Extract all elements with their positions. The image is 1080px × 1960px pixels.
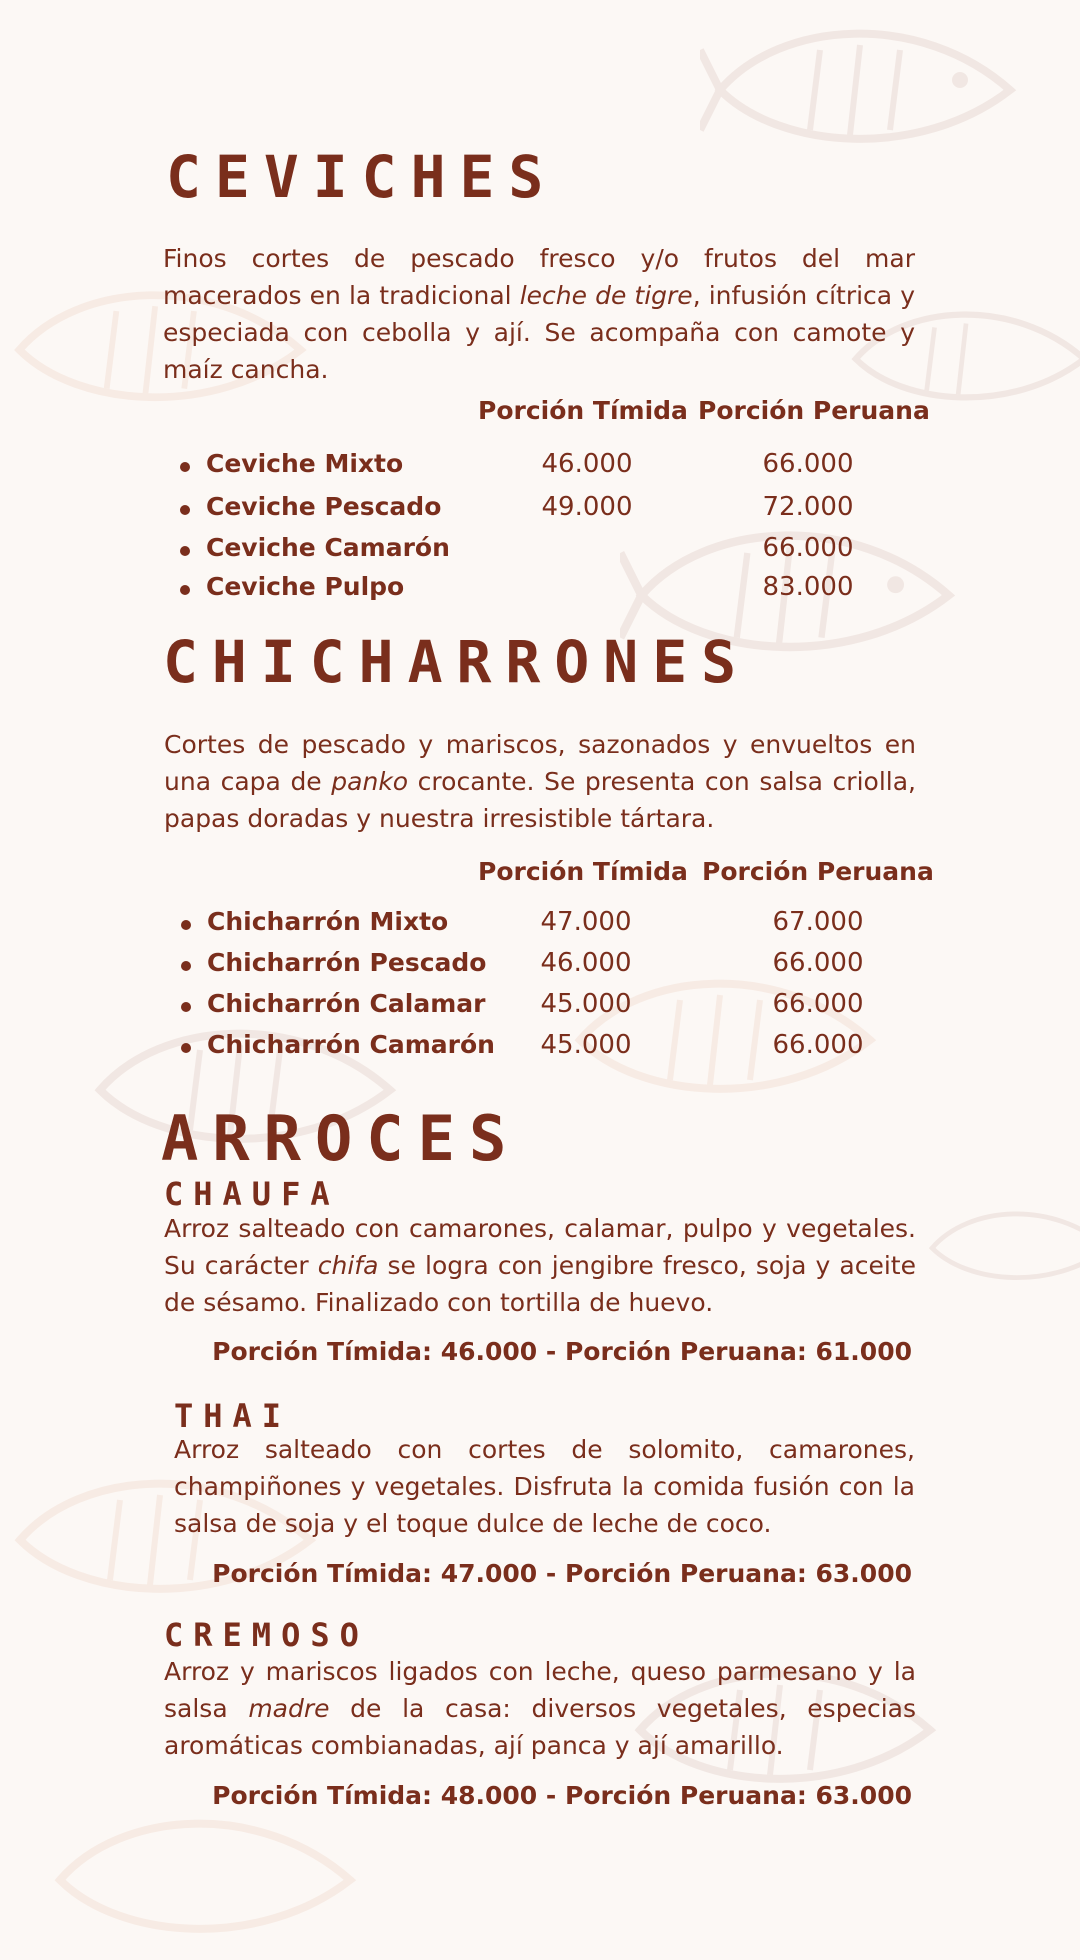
- ceviches-column-timida: Porción Tímida: [478, 396, 688, 425]
- item-name: Chicharrón Camarón: [207, 1030, 495, 1059]
- cremoso-price: Porción Tímida: 48.000 - Porción Peruana: 63.000: [212, 1781, 912, 1810]
- thai-description: Arroz salteado con cortes de solomito, camarones, champiñones y vegetales. Disfruta la comida fusión con la salsa de soja y el toque dulce de leche de coco.: [174, 1435, 915, 1538]
- thai-title: THAI: [174, 1397, 292, 1435]
- item-name: Ceviche Mixto: [206, 449, 404, 478]
- price-timida: 47.000: [540, 907, 632, 937]
- item-name: Chicharrón Calamar: [207, 989, 486, 1018]
- chicharrones-description: Cortes de pescado y mariscos, sazonados y envueltos en una capa de panko crocante. Se presenta con salsa criolla, papas doradas y nuestra irresistible tártara.: [164, 730, 916, 833]
- item-name: Ceviche Pescado: [206, 492, 442, 521]
- chicharrones-column-peruana: Porción Peruana: [702, 857, 934, 886]
- thai-price: Porción Tímida: 47.000 - Porción Peruana: 63.000: [212, 1559, 912, 1588]
- price-peruana: 72.000: [762, 492, 854, 522]
- price-peruana: 83.000: [762, 572, 854, 602]
- item-name: Chicharrón Mixto: [207, 907, 449, 936]
- chicharrones-title: CHICHARRONES: [163, 628, 751, 696]
- price-peruana: 66.000: [772, 989, 864, 1019]
- chaufa-title: CHAUFA: [164, 1175, 340, 1213]
- price-peruana: 66.000: [772, 948, 864, 978]
- chicharrones-column-timida: Porción Tímida: [478, 857, 688, 886]
- chaufa-description: Arroz salteado con camarones, calamar, pulpo y vegetales. Su carácter chifa se logra con jengibre fresco, soja y aceite de sésamo. Finalizado con tortilla de huevo.: [164, 1214, 916, 1317]
- price-timida: 45.000: [540, 989, 632, 1019]
- ceviches-title: CEVICHES: [166, 143, 558, 211]
- cremoso-description: Arroz y mariscos ligados con leche, queso parmesano y la salsa madre de la casa: diversos vegetales, especias aromáticas combianadas, ají panca y ají amarillo.: [164, 1657, 916, 1760]
- price-timida: 49.000: [541, 492, 633, 522]
- price-peruana: 67.000: [772, 907, 864, 937]
- price-timida: 46.000: [540, 948, 632, 978]
- cremoso-title: CREMOSO: [164, 1616, 369, 1654]
- price-peruana: 66.000: [762, 449, 854, 479]
- price-peruana: 66.000: [762, 533, 854, 563]
- ceviches-description: Finos cortes de pescado fresco y/o frutos del mar macerados en la tradicional leche de tigre, infusión cítrica y especiada con cebolla y ají. Se acompaña con camote y maíz cancha.: [163, 244, 915, 384]
- price-peruana: 66.000: [772, 1030, 864, 1060]
- price-timida: 45.000: [540, 1030, 632, 1060]
- ceviches-column-peruana: Porción Peruana: [698, 396, 930, 425]
- chaufa-price: Porción Tímida: 46.000 - Porción Peruana: 61.000: [212, 1337, 912, 1366]
- price-timida: 46.000: [541, 449, 633, 479]
- item-name: Ceviche Camarón: [206, 533, 450, 562]
- arroces-title: ARROCES: [161, 1102, 521, 1175]
- item-name: Chicharrón Pescado: [207, 948, 487, 977]
- item-name: Ceviche Pulpo: [206, 572, 405, 601]
